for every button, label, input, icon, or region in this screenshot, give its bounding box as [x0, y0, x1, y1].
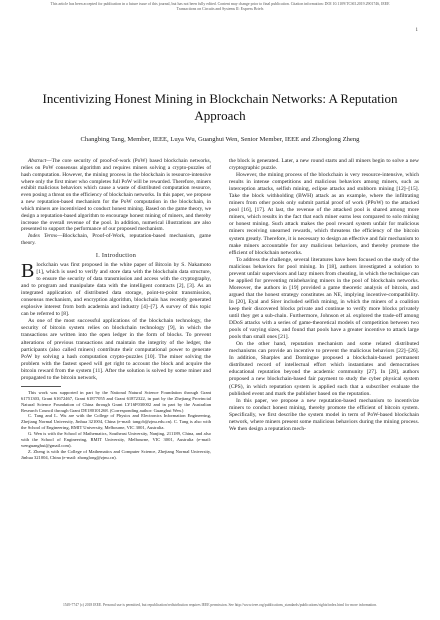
footnote-tang-wu: C. Tang and L. Wu are with the College of Physics and Electronics Information Engineering, Zhejiang Normal University, Jinhua 321004, China (e-mail: tangcb@zjnu.edu.cn). C. Tang is also with the School of Engineering, RMIT University, Melbourne, VIC 3001, Australia.: [21, 413, 211, 431]
intro-paragraph-1-text: lockchain was first proposed in the white paper of Bitcoin by S. Nakamoto [1], which is used to verify and store data with the blockchain data structure, to ensure the security of data transmission and access with the cryptography, and to program and manipulate data with the intelligent contracts [2], [3]. As an integrated application of distributed data storage, point-to-point transmission, consensus mechanism, and encryption algorithm, blockchain has recently generated explosive interest from both academia and industry [4]–[7]. A survey of this topic can be referred to [8].: [21, 262, 211, 318]
copyright-footer: 1549-7747 (c) 2018 IEEE. Personal use is permitted, but republication/redistribution requires IEEE permission. See http://www.ieee.org/publications_standards/publications/rights/index.html for more information.: [62, 603, 378, 607]
journal-name: Transactions on Circuits and Systems II: Express Briefs: [176, 7, 264, 11]
intro-paragraph-1: [21, 262, 211, 318]
footnote-wen: G. Wen is with the School of Mathematics, Southeast University, Nanjing, 211189, China, and also with the School of Engineering, RMIT University, Melbourne, VIC 3001, Australia (e-mail: wenguanghui@gmail.com).: [21, 431, 211, 448]
paper-title: Incentivizing Honest Mining in Blockchain Networks: A Reputation Approach: [42, 91, 398, 123]
footnote-zheng: Z. Zheng is with the College of Mathematics and Computer Science, Zhejiang Normal University, Jinhua 321004, China (e-mail: zhonglong@zjnu.cn).: [21, 448, 211, 460]
intro-paragraph-2: As one of the most successful applications of the blockchain technology, the security of bitcoin system relies on blockchain technology [9], in which the transactions are written into the open ledger in the form of blocks. To prevent alterations of previous transactions and maintain the integrity of the ledger, the participants (also called miners) contribute their computational power to generate PoW by solving a hash computation crypto-puzzles [10]. The miner solving the problem with the fastest speed will get right to account the block and acquire the bitcoin reward from the system [11]. After the solution is solved by some miner and propagated to the bitcoin network,: [21, 318, 211, 381]
author-list: Changbing Tang, Member, IEEE, Luya Wu, Guanghui Wen, Senior Member, IEEE and Zhonglong Zheng: [80, 136, 360, 143]
index-terms-text: —Blockchain, Proof-of-Work, reputation-based mechanism, game theory.: [21, 233, 211, 247]
acceptance-notice: This article has been accepted for publication in a future issue of this journal, but has not been fully edited. Content may change prior to final publication. Citation information: DOI 10.1109/TCSII.2019.2901746, IEEE: [50, 2, 390, 6]
left-column: [21, 158, 211, 461]
abstract-label: Abstract: [28, 158, 47, 164]
abstract-text: —The core security of proof-of-work (PoW) based blockchain networks, relies on PoW consensus algorithm and requires miners solving a crypto-puzzles of hash computation. However, the mining process in the blockchain is resource-intensive where only the first miner who completes full PoW will be rewarded. Therefore, miners exhibit malicious behaviors which cause a waste of distributed computation resource, even posing a threat on the efficiency of blockchain networks. In this paper, we propose a new reputation-based mechanism for the PoW computation in the blockchain, in which miners are incentivized to conduct honest mining. Based on the game theory, we design a reputation-based algorithm to encourage honest mining of miners, and thereby increase the overall revenue of the pool. In addition, numerical illustrations are also presented to support the performance of our proposed mechanism.: [21, 158, 211, 233]
footnote-funding: This work was supported in part by the National Natural Science Foundation through Grant 61751303, Grant 61672467, Grant 61877055 and Grant 61872322, in part by the Zhejiang Provincial Natural Science Foundation of China through Grant LY16F030002 and in part by the Australian Research Council through Grant DE180101268. (Corresponding author: Guanghui Wen.): [21, 389, 211, 413]
index-terms: [21, 233, 211, 247]
index-terms-label: Index Terms: [28, 233, 57, 240]
journal-header: [7, 2, 433, 12]
body-paragraph-5: In this paper, we propose a new reputation-based mechanism to incentivize miners to conduct honest mining, thereby promote the efficient of bitcoin system. Specifically, we first describe the system model in term of PoW-based blockchain network, where miners present some malicious behaviors during the mining process. We then design a reputation mech-: [229, 397, 419, 432]
body-paragraph-3: To address the challenge, several literatures have been focused on the study of the malicious behaviors for pool mining. In [18], authors investigated a solution to prevent unfair supervisors and lazy miners from cheating, in which the technique can be applied for preventing misbehaving miners in the pool of blockchain networks. Moreover, the authors in [19] provided a game theoretic analysis of bitcoin, and argued that the honest strategy constitutes an NE, implying incentive-compatibility. In [20], Eyal and Sirer included selfish mining, in which the miners of a coalition keep their discovered blocks private and continue to verify more blocks privately until they get a sub-chain. Furthermore, Johnson et al. explored the trade-off among DDoS attacks with a series of game-theoretical models of competition between two pools of varying sizes, and found that pools have a greater incentive to attack large pools than small ones [21].: [229, 256, 419, 341]
section-heading: I. Introduction: [95, 251, 137, 259]
footnote-divider: [21, 386, 61, 387]
body-paragraph-1: the block is generated. Later, a new round starts and all miners begin to solve a new cryptographic puzzle.: [229, 158, 419, 172]
body-paragraph-2: However, the mining process of the blockchain is very resource-intensive, which results in intense competitions and malicious behaviors among miners, such as interception attacks, selfish mining, eclipse attacks and stubborn mining [12]–[15]. Take the block withholding (BWH) attack as an example, where the infiltrating miners from other pools only submit partial proof of work (PPoW) to the attacked pool [16], [17]. At last, the revenue of the attacked pool is shared among more miners, which results in the fact that each miner earns less compared to solo mining or honest mining. Such attack makes the pool reward system unfair for malicious miners receiving unearned rewards, which threatens the efficiency of the bitcoin system greatly. Therefore, it is necessary to design an effective and fair mechanism to make miners accountable for any malicious behaviors, and thereby promote the efficient of blockchain networks.: [229, 172, 419, 256]
right-column: [229, 158, 419, 433]
abstract: [21, 158, 211, 233]
page-number: 1: [415, 28, 418, 33]
body-paragraph-4: On the other hand, reputation mechanism and some related distributed mechanisms can provide an incentive to prevent the malicious behaviors [22]–[26]. In addition, Sharples and Domingue proposed a blockchain-based permanent distributed record of intellectual effort which instantiates and democratises educational reputation beyond the academic community [27]. In [28], authors proposed a new blockchain-based fair payment to study the cyber physical system (CPS), in which reputation system is applied such that a subscriber evaluate the published event and mark the publisher based on the reputation.: [229, 341, 419, 397]
drop-cap: B: [21, 260, 35, 283]
